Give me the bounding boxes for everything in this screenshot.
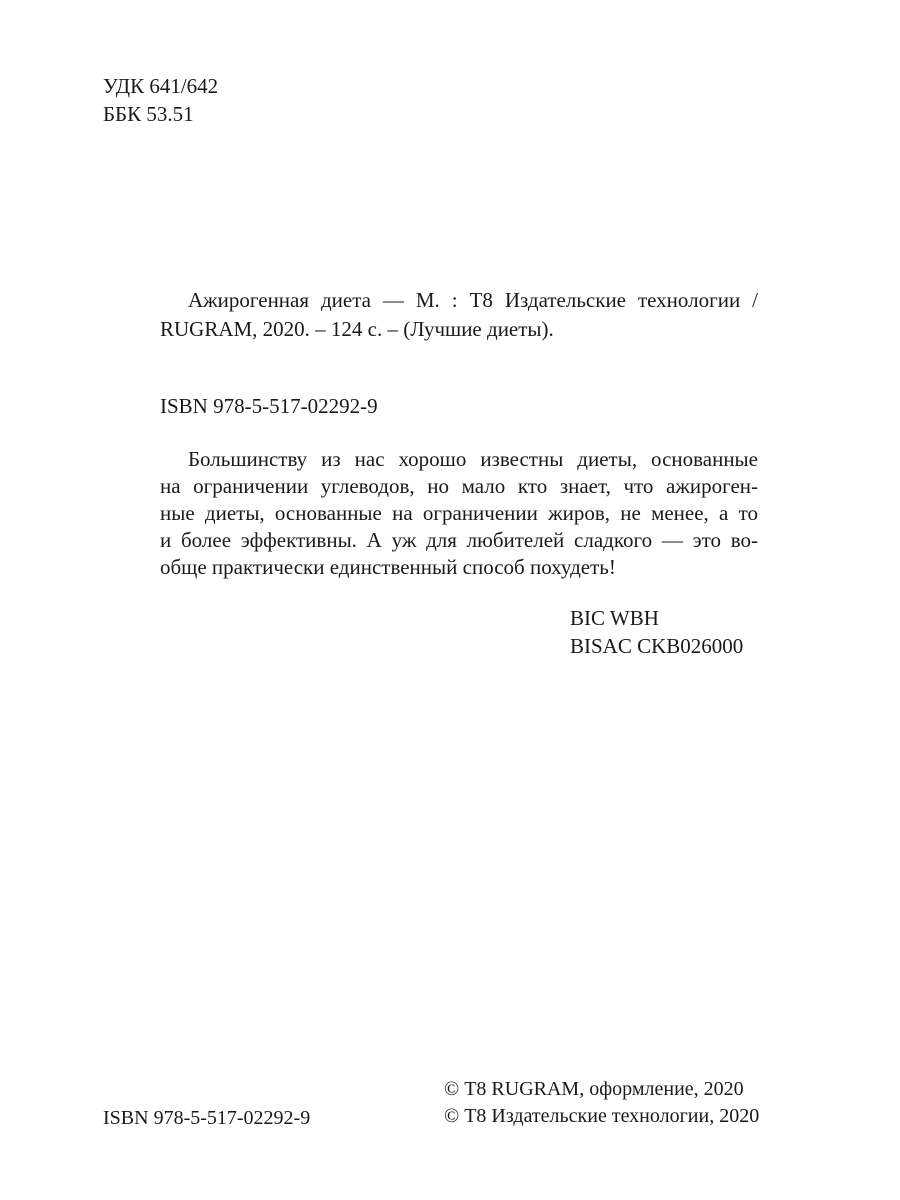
annotation-line: и более эффективны. А уж для любителей сладкого — это во- (160, 528, 758, 552)
isbn-main: ISBN 978-5-517-02292-9 (160, 394, 378, 418)
subject-codes (570, 604, 743, 660)
annotation-line: обще практически единственный способ похудеть! (160, 555, 616, 579)
bisac-code: BISAC CKB026000 (570, 634, 744, 658)
udk-code: УДК 641/642 (103, 74, 219, 98)
copyright-block (444, 1076, 759, 1130)
biblio-line-2: RUGRAM, 2020. – 124 с. – (Лучшие диеты). (160, 316, 554, 341)
annotation (160, 446, 758, 581)
bibliographic-record (160, 286, 758, 343)
annotation-line: на ограничении углеводов, но мало кто знает, что ажироген- (160, 474, 758, 498)
copyright-design: © Т8 RUGRAM, оформление, 2020 (444, 1078, 744, 1100)
isbn-footer: ISBN 978-5-517-02292-9 (103, 1107, 311, 1129)
bic-code: BIC WBH (570, 606, 659, 630)
biblio-line-1: Ажирогенная диета — М. : Т8 Издательские технологии / (188, 288, 758, 312)
annotation-line: ные диеты, основанные на ограничении жиров, не менее, а то (160, 501, 758, 525)
copyright-publisher: © Т8 Издательские технологии, 2020 (444, 1105, 760, 1127)
annotation-line: Большинству из нас хорошо известны диеты, основанные (188, 447, 758, 471)
bbk-code: ББК 53.51 (103, 102, 194, 126)
